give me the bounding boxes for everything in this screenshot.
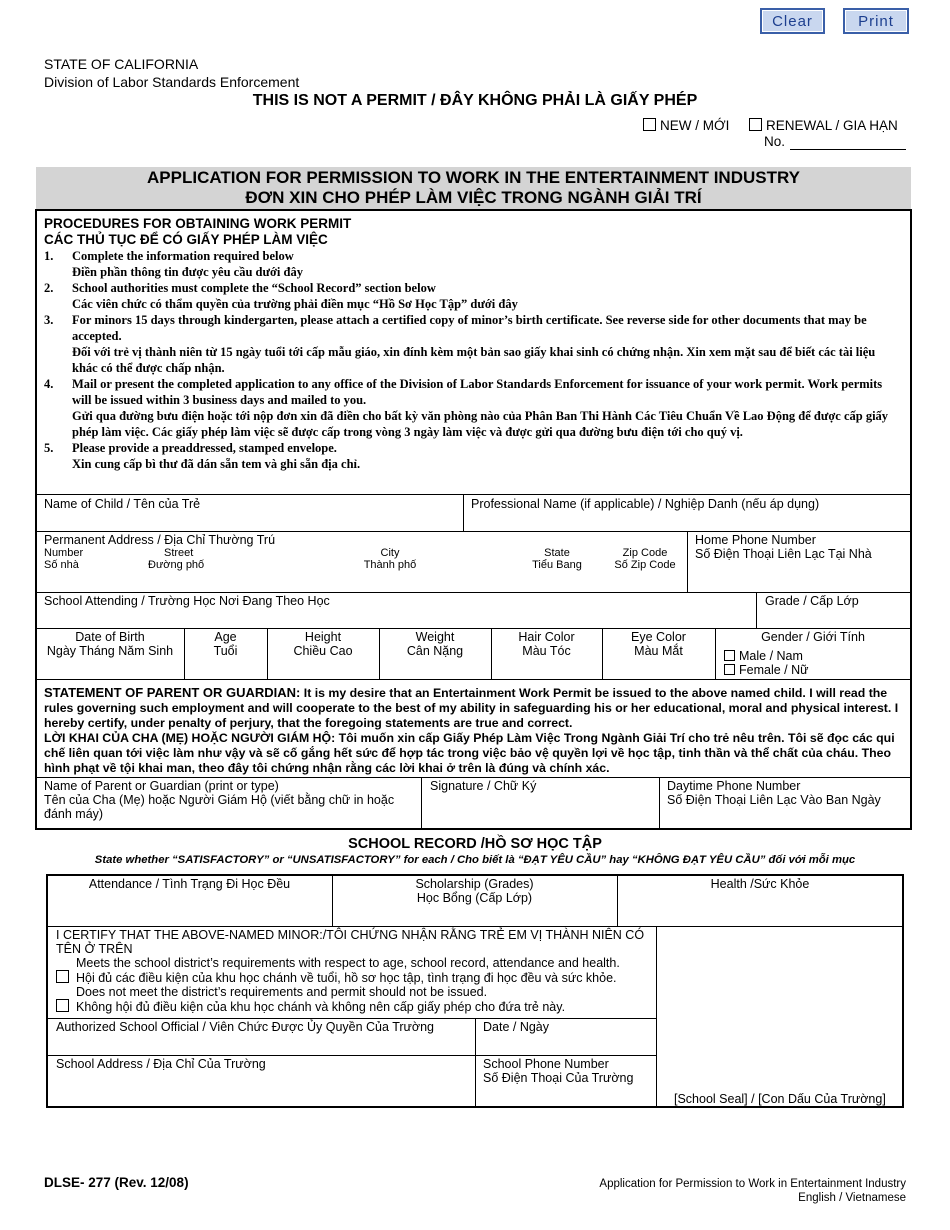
procedure-item: 5. Please provide a preaddressed, stamped envelope. Xin cung cấp bì thư đã dán sẵn tem và ghi sẵn địa chỉ. — [44, 441, 361, 471]
male-option[interactable] — [724, 649, 803, 663]
school-phone-field[interactable]: School Phone Number Số Điện Thoại Của Trường — [483, 1057, 634, 1085]
professional-name-field[interactable]: Professional Name (if applicable) / Nghiệp Danh (nếu áp dụng) — [471, 497, 820, 511]
new-label: NEW / MỚI — [660, 118, 730, 133]
meets-option[interactable] — [56, 956, 652, 985]
certify-label: I CERTIFY THAT THE ABOVE-NAMED MINOR:/TÔI CHỨNG NHẬN RẰNG TRẺ EM VỊ THÀNH NIÊN CÓ TÊN Ở TRÊN — [56, 928, 645, 956]
renewal-label: RENEWAL / GIA HẠN — [766, 118, 898, 133]
weight-field[interactable]: Weight Cân Nặng — [406, 630, 464, 658]
new-checkbox[interactable] — [643, 118, 656, 131]
footer-title: Application for Permission to Work in Entertainment Industry — [599, 1178, 906, 1190]
not-meets-checkbox[interactable] — [56, 999, 69, 1012]
female-label: Female / Nữ — [739, 663, 809, 677]
application-title — [36, 167, 911, 210]
title-vi: ĐƠN XIN CHO PHÉP LÀM VIỆC TRONG NGÀNH GIẢI TRÍ — [245, 188, 702, 207]
number-input-line[interactable] — [790, 149, 906, 150]
male-label: Male / Nam — [739, 649, 803, 663]
street-sublabel: Street Đường phố — [148, 547, 205, 571]
school-official-field[interactable]: Authorized School Official / Viên Chức Được Ủy Quyền Của Trường — [56, 1020, 435, 1034]
male-checkbox[interactable] — [724, 650, 735, 661]
female-checkbox[interactable] — [724, 664, 735, 675]
health-field[interactable]: Health /Sức Khỏe — [710, 877, 810, 891]
permanent-address-field[interactable]: Permanent Address / Địa Chỉ Thường Trú — [44, 533, 276, 547]
zip-sublabel: Zip Code Số Zip Code — [614, 547, 676, 571]
procedures-heading-vi: CÁC THỦ TỤC ĐỂ CÓ GIẤY PHÉP LÀM VIỆC — [44, 232, 328, 247]
clear-button[interactable]: Clear — [760, 8, 825, 34]
state-label: STATE OF CALIFORNIA — [44, 56, 199, 72]
procedure-item: 2. School authorities must complete the “School Record” section below Các viên chức có thẩm quyền của trường phải điền mục “Hồ Sơ Học Tập” dưới đây — [44, 281, 518, 311]
parent-name-field[interactable]: Name of Parent or Guardian (print or type) Tên của Cha (Mẹ) hoặc Người Giám Hộ (viết bằng chữ in hoặc đánh máy) — [44, 779, 395, 821]
print-button[interactable]: Print — [843, 8, 909, 34]
meets-label: Meets the school district’s requirements with respect to age, school record, attendance and health. — [76, 956, 620, 970]
female-option[interactable] — [724, 663, 809, 677]
school-seal-area: [School Seal] / [Con Dấu Của Trường] — [674, 1092, 886, 1106]
procedures — [44, 216, 904, 472]
renewal-checkbox[interactable] — [749, 118, 762, 131]
title-en: APPLICATION FOR PERMISSION TO WORK IN THE ENTERTAINMENT INDUSTRY — [147, 168, 800, 187]
renewal-option[interactable] — [749, 118, 898, 133]
number-label: No. — [764, 134, 786, 149]
city-sublabel: City Thành phố — [363, 547, 417, 571]
meets-label-vi: Hội đủ các điều kiện của khu học chánh về tuổi, hồ sơ học tập, tình trạng đi học đều và sức khỏe. — [76, 971, 617, 985]
procedure-item: 1. Complete the information required below Điền phần thông tin được yêu cầu dưới đây — [44, 249, 303, 279]
not-permit-title: THIS IS NOT A PERMIT / ĐÂY KHÔNG PHẢI LÀ GIẤY PHÉP — [252, 92, 698, 109]
child-name-field[interactable]: Name of Child / Tên của Trẻ — [44, 497, 201, 511]
attendance-field[interactable]: Attendance / Tình Trạng Đi Học Đều — [88, 877, 291, 891]
statement-lead: STATEMENT OF PARENT OR GUARDIAN: — [44, 685, 301, 700]
school-attending-field[interactable]: School Attending / Trường Học Nơi Đang Theo Học — [44, 594, 330, 608]
age-field[interactable]: Age Tuổi — [213, 630, 238, 658]
procedure-item: 4. Mail or present the completed application to any office of the Division of Labor Standards Enforcement for issuance of your work permit. Work permits will be issued within 3 business days and mailed to you. Gửi qua đường bưu điện hoặc tới nộp đơn xin đã điền cho bất kỳ văn phòng nào của Phân Ban Thi Hành Các Tiêu Chuẩn Về Lao Động để được cấp giấy phép làm việc. Các giấy phép làm việc sẽ được cấp trong vòng 3 ngày làm việc và được gửi qua đường bưu điện tới cho quý vị. — [44, 377, 889, 439]
new-option[interactable] — [643, 118, 729, 133]
statement-en: It is my desire that an Entertainment Work Permit be issued to the above named child. I will read the rules governing such employment and will cooperate to the best of my ability in safeguarding his or her educational, moral and physical interest. I hereby certify, under penalty of perjury, that the foregoing statements are true and correct. — [44, 686, 899, 730]
statement-vi: LỜI KHAI CỦA CHA (MẸ) HOẶC NGƯỜI GIÁM HỘ: Tôi muốn xin cấp Giấy Phép Làm Việc Trong Ngành Giải Trí cho trẻ nêu trên. Tôi sẽ đọc các qui chế liên quan tới việc làm như vậy và sẽ cố gắng hết sức để hợp tác trong việc bảo vệ quyền lợi về học tập, tinh thần và thể chất của cháu. Theo hình phạt về tội khai man, theo đây tôi chứng nhận rằng các lời khai ở trên là đúng và chính xác. — [44, 731, 895, 775]
signature-field[interactable]: Signature / Chữ Ký — [430, 779, 537, 793]
parent-statement — [44, 685, 906, 776]
footer-info — [599, 1177, 906, 1205]
meets-checkbox[interactable] — [56, 970, 69, 983]
grade-field[interactable]: Grade / Cấp Lớp — [765, 594, 859, 608]
not-meets-option[interactable] — [56, 985, 652, 1014]
not-meets-label-vi: Không hội đủ điều kiện của khu học chánh và không nên cấp giấy phép cho đứa trẻ này. — [76, 1000, 566, 1014]
school-address-field[interactable]: School Address / Địa Chỉ Của Trường — [56, 1057, 266, 1071]
gender-label: Gender / Giới Tính — [761, 630, 865, 644]
daytime-phone-field[interactable]: Daytime Phone Number Số Điện Thoại Liên Lạc Vào Ban Ngày — [667, 779, 881, 807]
hair-color-field[interactable]: Hair Color Màu Tóc — [518, 630, 575, 658]
scholarship-field[interactable]: Scholarship (Grades) Học Bổng (Cấp Lớp) — [415, 877, 534, 905]
date-field[interactable]: Date / Ngày — [483, 1020, 550, 1034]
eye-color-field[interactable]: Eye Color Màu Mắt — [631, 630, 686, 658]
height-field[interactable]: Height Chiều Cao — [293, 630, 353, 658]
division-label: Division of Labor Standards Enforcement — [44, 74, 300, 90]
dob-field[interactable]: Date of Birth Ngày Tháng Năm Sinh — [46, 630, 174, 658]
state-sublabel: State Tiểu Bang — [532, 547, 582, 571]
procedure-item: 3. For minors 15 days through kindergarten, please attach a certified copy of minor’s birth certificate. See reverse side for other documents that may be accepted. Đối với trẻ vị thành niên từ 15 ngày tuổi tới cấp mẫu giáo, xin đính kèm một bản sao giấy khai sinh có chứng nhận. Xin xem mặt sau để biết các tài liệu khác có thể được chấp nhận. — [44, 313, 876, 375]
number-sublabel: Number Số nhà — [44, 547, 84, 571]
not-meets-label: Does not meet the district’s requirements and permit should not be issued. — [76, 985, 488, 999]
footer-language: English / Vietnamese — [798, 1192, 906, 1204]
school-record-instruction: State whether “SATISFACTORY” or “UNSATISFACTORY” for each / Cho biết là “ĐẠT YÊU CẦU” hay “KHÔNG ĐẠT YÊU CẦU” đối với mỗi mục — [94, 854, 856, 866]
form-number: DLSE- 277 (Rev. 12/08) — [44, 1175, 189, 1190]
home-phone-field[interactable]: Home Phone Number Số Điện Thoại Liên Lạc Tại Nhà — [695, 533, 872, 561]
procedures-heading-en: PROCEDURES FOR OBTAINING WORK PERMIT — [44, 216, 352, 231]
school-record-title: SCHOOL RECORD /HỒ SƠ HỌC TẬP — [348, 836, 602, 852]
